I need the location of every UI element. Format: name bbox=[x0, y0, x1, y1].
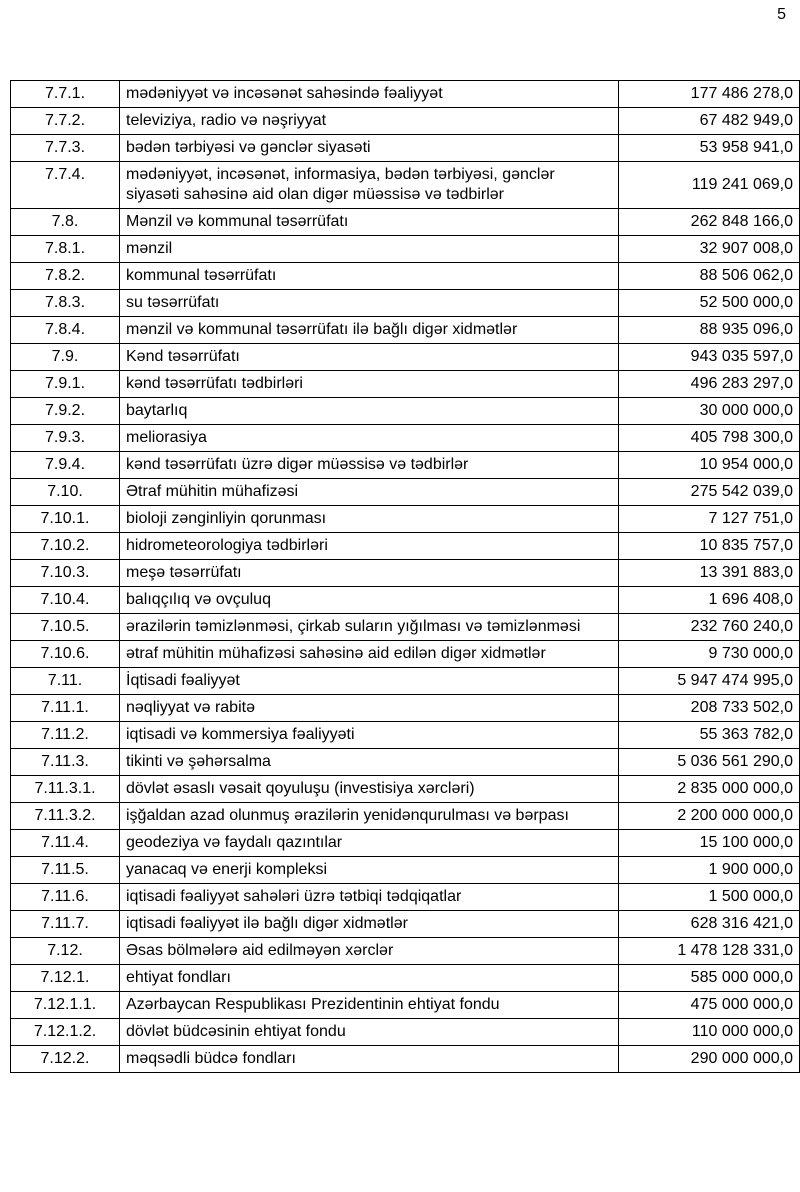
table-row bbox=[11, 776, 800, 803]
row-amount: 1 696 408,0 bbox=[619, 587, 800, 614]
row-amount: 275 542 039,0 bbox=[619, 479, 800, 506]
table-row bbox=[11, 425, 800, 452]
row-code: 7.11.4. bbox=[11, 830, 120, 857]
row-code: 7.8.1. bbox=[11, 236, 120, 263]
row-code: 7.11.2. bbox=[11, 722, 120, 749]
table-row bbox=[11, 108, 800, 135]
row-amount: 943 035 597,0 bbox=[619, 344, 800, 371]
table-row bbox=[11, 506, 800, 533]
row-amount: 13 391 883,0 bbox=[619, 560, 800, 587]
row-code: 7.10.6. bbox=[11, 641, 120, 668]
row-code: 7.9.4. bbox=[11, 452, 120, 479]
table-row bbox=[11, 668, 800, 695]
row-code: 7.12. bbox=[11, 938, 120, 965]
row-description: yanacaq və enerji kompleksi bbox=[120, 857, 619, 884]
table-row bbox=[11, 992, 800, 1019]
table-row bbox=[11, 1046, 800, 1073]
table-row bbox=[11, 884, 800, 911]
row-amount: 7 127 751,0 bbox=[619, 506, 800, 533]
row-amount: 119 241 069,0 bbox=[619, 162, 800, 209]
table-row bbox=[11, 81, 800, 108]
table-row bbox=[11, 236, 800, 263]
row-description: tikinti və şəhərsalma bbox=[120, 749, 619, 776]
row-code: 7.9.3. bbox=[11, 425, 120, 452]
row-amount: 2 835 000 000,0 bbox=[619, 776, 800, 803]
row-description: işğaldan azad olunmuş ərazilərin yenidənqurulması və bərpası bbox=[120, 803, 619, 830]
row-description: iqtisadi fəaliyyət sahələri üzrə tətbiqi tədqiqatlar bbox=[120, 884, 619, 911]
row-code: 7.10.1. bbox=[11, 506, 120, 533]
row-amount: 405 798 300,0 bbox=[619, 425, 800, 452]
table-row bbox=[11, 641, 800, 668]
table-row bbox=[11, 135, 800, 162]
row-code: 7.9.1. bbox=[11, 371, 120, 398]
table-row bbox=[11, 614, 800, 641]
row-amount: 10 835 757,0 bbox=[619, 533, 800, 560]
table-row bbox=[11, 533, 800, 560]
row-code: 7.12.1.2. bbox=[11, 1019, 120, 1046]
table-row bbox=[11, 209, 800, 236]
row-amount: 67 482 949,0 bbox=[619, 108, 800, 135]
row-amount: 262 848 166,0 bbox=[619, 209, 800, 236]
table-row bbox=[11, 162, 800, 209]
row-amount: 177 486 278,0 bbox=[619, 81, 800, 108]
table-row bbox=[11, 452, 800, 479]
row-description: hidrometeorologiya tədbirləri bbox=[120, 533, 619, 560]
row-description: kənd təsərrüfatı tədbirləri bbox=[120, 371, 619, 398]
table-row bbox=[11, 965, 800, 992]
row-description: iqtisadi fəaliyyət ilə bağlı digər xidmətlər bbox=[120, 911, 619, 938]
table-row bbox=[11, 749, 800, 776]
row-amount: 53 958 941,0 bbox=[619, 135, 800, 162]
row-amount: 5 036 561 290,0 bbox=[619, 749, 800, 776]
budget-table-body bbox=[11, 81, 800, 1073]
row-description: mədəniyyət, incəsənət, informasiya, bədən tərbiyəsi, gənclər siyasəti sahəsinə aid olan digər müəssisə və tədbirlər bbox=[120, 162, 619, 209]
row-description: Əsas bölmələrə aid edilməyən xərclər bbox=[120, 938, 619, 965]
row-code: 7.12.2. bbox=[11, 1046, 120, 1073]
row-code: 7.11.6. bbox=[11, 884, 120, 911]
table-row bbox=[11, 560, 800, 587]
table-row bbox=[11, 317, 800, 344]
row-description: iqtisadi və kommersiya fəaliyyəti bbox=[120, 722, 619, 749]
row-code: 7.10.5. bbox=[11, 614, 120, 641]
row-amount: 10 954 000,0 bbox=[619, 452, 800, 479]
table-row bbox=[11, 587, 800, 614]
row-description: kommunal təsərrüfatı bbox=[120, 263, 619, 290]
row-amount: 110 000 000,0 bbox=[619, 1019, 800, 1046]
row-description: Kənd təsərrüfatı bbox=[120, 344, 619, 371]
row-description: ətraf mühitin mühafizəsi sahəsinə aid edilən digər xidmətlər bbox=[120, 641, 619, 668]
row-amount: 30 000 000,0 bbox=[619, 398, 800, 425]
row-code: 7.11. bbox=[11, 668, 120, 695]
row-description: televiziya, radio və nəşriyyat bbox=[120, 108, 619, 135]
row-code: 7.8.4. bbox=[11, 317, 120, 344]
row-description: ərazilərin təmizlənməsi, çirkab suların yığılması və təmizlənməsi bbox=[120, 614, 619, 641]
row-amount: 32 907 008,0 bbox=[619, 236, 800, 263]
row-amount: 5 947 474 995,0 bbox=[619, 668, 800, 695]
row-code: 7.11.5. bbox=[11, 857, 120, 884]
table-row bbox=[11, 479, 800, 506]
row-amount: 88 935 096,0 bbox=[619, 317, 800, 344]
table-row bbox=[11, 1019, 800, 1046]
row-code: 7.11.3.1. bbox=[11, 776, 120, 803]
row-code: 7.8.2. bbox=[11, 263, 120, 290]
table-row bbox=[11, 371, 800, 398]
row-code: 7.11.1. bbox=[11, 695, 120, 722]
row-amount: 208 733 502,0 bbox=[619, 695, 800, 722]
table-row bbox=[11, 344, 800, 371]
table-row bbox=[11, 938, 800, 965]
row-description: ehtiyat fondları bbox=[120, 965, 619, 992]
row-code: 7.10.2. bbox=[11, 533, 120, 560]
row-code: 7.12.1. bbox=[11, 965, 120, 992]
row-description: mədəniyyət və incəsənət sahəsində fəaliyyət bbox=[120, 81, 619, 108]
row-amount: 1 500 000,0 bbox=[619, 884, 800, 911]
row-code: 7.7.2. bbox=[11, 108, 120, 135]
table-row bbox=[11, 803, 800, 830]
row-code: 7.7.1. bbox=[11, 81, 120, 108]
table-row bbox=[11, 830, 800, 857]
row-description: dövlət büdcəsinin ehtiyat fondu bbox=[120, 1019, 619, 1046]
row-description: mənzil və kommunal təsərrüfatı ilə bağlı digər xidmətlər bbox=[120, 317, 619, 344]
row-amount: 585 000 000,0 bbox=[619, 965, 800, 992]
table-row bbox=[11, 911, 800, 938]
table-row bbox=[11, 290, 800, 317]
table-row bbox=[11, 398, 800, 425]
table-row bbox=[11, 695, 800, 722]
row-amount: 290 000 000,0 bbox=[619, 1046, 800, 1073]
row-description: su təsərrüfatı bbox=[120, 290, 619, 317]
row-amount: 1 900 000,0 bbox=[619, 857, 800, 884]
row-amount: 15 100 000,0 bbox=[619, 830, 800, 857]
row-code: 7.10.3. bbox=[11, 560, 120, 587]
row-code: 7.11.3. bbox=[11, 749, 120, 776]
row-amount: 88 506 062,0 bbox=[619, 263, 800, 290]
row-amount: 9 730 000,0 bbox=[619, 641, 800, 668]
row-amount: 52 500 000,0 bbox=[619, 290, 800, 317]
row-code: 7.8. bbox=[11, 209, 120, 236]
row-description: kənd təsərrüfatı üzrə digər müəssisə və tədbirlər bbox=[120, 452, 619, 479]
row-description: mənzil bbox=[120, 236, 619, 263]
row-code: 7.9. bbox=[11, 344, 120, 371]
row-description: meşə təsərrüfatı bbox=[120, 560, 619, 587]
row-description: baytarlıq bbox=[120, 398, 619, 425]
table-row bbox=[11, 857, 800, 884]
row-code: 7.10. bbox=[11, 479, 120, 506]
row-amount: 55 363 782,0 bbox=[619, 722, 800, 749]
row-code: 7.8.3. bbox=[11, 290, 120, 317]
row-description: geodeziya və faydalı qazıntılar bbox=[120, 830, 619, 857]
row-description: dövlət əsaslı vəsait qoyuluşu (investisiya xərcləri) bbox=[120, 776, 619, 803]
row-code: 7.11.3.2. bbox=[11, 803, 120, 830]
row-description: məqsədli büdcə fondları bbox=[120, 1046, 619, 1073]
row-code: 7.10.4. bbox=[11, 587, 120, 614]
table-row bbox=[11, 263, 800, 290]
table-row bbox=[11, 722, 800, 749]
row-amount: 232 760 240,0 bbox=[619, 614, 800, 641]
row-code: 7.12.1.1. bbox=[11, 992, 120, 1019]
row-code: 7.11.7. bbox=[11, 911, 120, 938]
row-amount: 475 000 000,0 bbox=[619, 992, 800, 1019]
row-amount: 2 200 000 000,0 bbox=[619, 803, 800, 830]
row-code: 7.7.4. bbox=[11, 162, 120, 209]
row-code: 7.9.2. bbox=[11, 398, 120, 425]
row-description: meliorasiya bbox=[120, 425, 619, 452]
page-number: 5 bbox=[777, 6, 786, 23]
row-description: bədən tərbiyəsi və gənclər siyasəti bbox=[120, 135, 619, 162]
row-description: Azərbaycan Respublikası Prezidentinin ehtiyat fondu bbox=[120, 992, 619, 1019]
row-description: bioloji zənginliyin qorunması bbox=[120, 506, 619, 533]
row-amount: 496 283 297,0 bbox=[619, 371, 800, 398]
row-amount: 1 478 128 331,0 bbox=[619, 938, 800, 965]
row-description: Mənzil və kommunal təsərrüfatı bbox=[120, 209, 619, 236]
row-code: 7.7.3. bbox=[11, 135, 120, 162]
row-description: Ətraf mühitin mühafizəsi bbox=[120, 479, 619, 506]
budget-table bbox=[10, 80, 800, 1073]
row-amount: 628 316 421,0 bbox=[619, 911, 800, 938]
row-description: İqtisadi fəaliyyət bbox=[120, 668, 619, 695]
row-description: balıqçılıq və ovçuluq bbox=[120, 587, 619, 614]
row-description: nəqliyyat və rabitə bbox=[120, 695, 619, 722]
